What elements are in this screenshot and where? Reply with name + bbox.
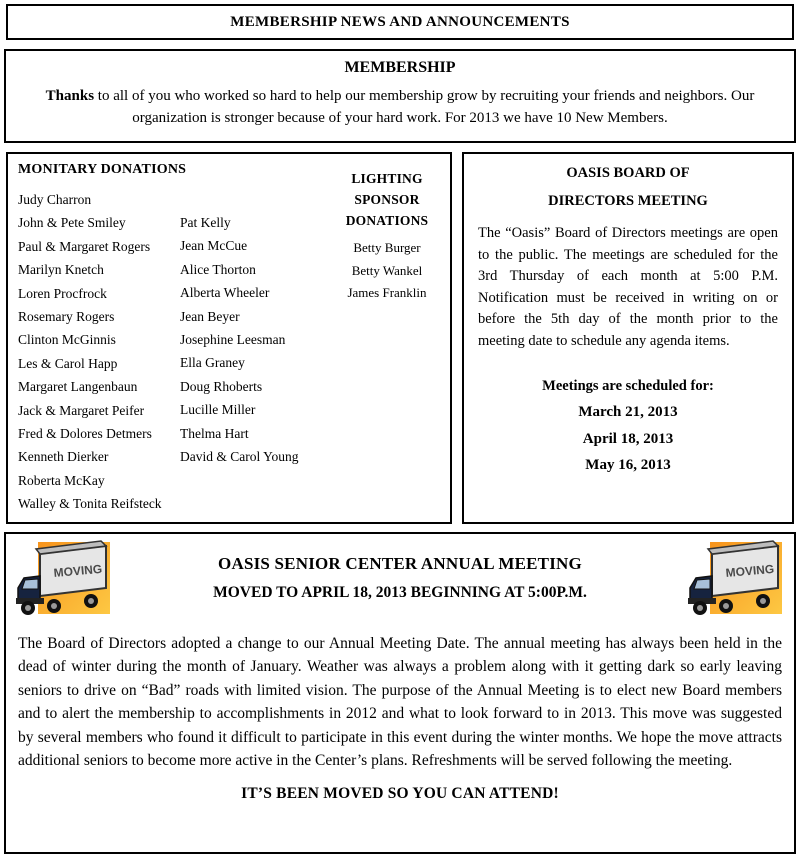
donor-name: Thelma Hart bbox=[180, 425, 249, 441]
donor-name: Ella Graney bbox=[180, 355, 245, 371]
donor-name: Walley & Tonita Reifsteck bbox=[18, 496, 162, 512]
annual-meeting-footer: IT’S BEEN MOVED SO YOU CAN ATTEND! bbox=[241, 785, 559, 803]
donor-name: David & Carol Young bbox=[180, 449, 299, 465]
donor-name: Jean Beyer bbox=[180, 308, 240, 324]
donor-name: John & Pete Smiley bbox=[18, 215, 126, 231]
annual-meeting-subtitle: MOVED TO APRIL 18, 2013 BEGINNING AT 5:00P.M. bbox=[213, 584, 587, 601]
donor-column-2 bbox=[180, 211, 332, 516]
lighting-sponsor-column bbox=[332, 168, 442, 516]
lighting-donor-name: James Franklin bbox=[347, 285, 427, 300]
donor-columns bbox=[18, 171, 442, 516]
membership-section bbox=[4, 49, 796, 143]
donor-name: Doug Rhoberts bbox=[180, 378, 263, 394]
membership-heading: MEMBERSHIP bbox=[344, 59, 456, 76]
board-heading-line2: DIRECTORS MEETING bbox=[548, 193, 708, 209]
donor-name: Les & Carol Happ bbox=[18, 355, 118, 371]
donor-name: Pat Kelly bbox=[180, 215, 231, 230]
news-banner bbox=[6, 4, 794, 40]
annual-meeting-header bbox=[6, 534, 794, 624]
donor-name: Judy Charron bbox=[18, 192, 92, 207]
donor-name: Marilyn Knetch bbox=[18, 262, 104, 278]
meeting-date: April 18, 2013 bbox=[582, 430, 674, 447]
membership-body-text: to all of you who worked so hard to help our membership grow by recruiting your friends and neighbors. Our organization is stronger because of your hard work. For 2013 we have 10 New Members. bbox=[94, 88, 755, 126]
schedule-dates bbox=[478, 399, 778, 479]
donor-name: Clinton McGinnis bbox=[18, 332, 116, 348]
donor-name: Jean McCue bbox=[180, 238, 248, 254]
lighting-donor-name: Betty Wankel bbox=[351, 262, 423, 278]
middle-row bbox=[6, 152, 794, 524]
moving-truck-label: MOVING bbox=[53, 561, 103, 580]
donor-name: Lucille Miller bbox=[180, 402, 256, 418]
annual-meeting-titles bbox=[114, 540, 686, 602]
moving-truck-image-right bbox=[686, 540, 786, 624]
membership-paragraph bbox=[20, 85, 780, 129]
monetary-donations-heading: MONITARY DONATIONS bbox=[18, 162, 187, 177]
lighting-heading-line: DONATIONS bbox=[345, 213, 429, 228]
board-meeting-paragraph: The “Oasis” Board of Directors meetings are open to the public. The meetings are scheduled for the 3rd Thursday of each month at 5:00 P.M. Notification must be received in writing on or before the 5th day of the month prior to the meeting date to schedule any agenda items. bbox=[478, 225, 778, 349]
board-meeting-section bbox=[462, 152, 794, 524]
annual-meeting-paragraph: The Board of Directors adopted a change to our Annual Meeting Date. The annual meeting has always been held in the dead of winter during the month of January. Weather was always a problem along with it getting dark so early leaving seniors to drive on “Bad” roads with limited vision. The purpose of the Annual Meeting is to elect new Board members and to alert the membership to accomplishments in 2012 and what to look forward to in 2013. This move was suggested by several members who found it difficult to participate in this event during the winter months. We hope the move attracts additional seniors to become more active in the Center’s plans. Refreshments will be served following the meeting. bbox=[18, 635, 782, 770]
meeting-date: March 21, 2013 bbox=[578, 404, 678, 420]
annual-meeting-section bbox=[4, 532, 796, 854]
moving-truck-icon bbox=[686, 540, 786, 624]
lighting-donor-name: Betty Burger bbox=[353, 240, 421, 255]
moving-truck-icon bbox=[14, 540, 114, 624]
lighting-heading-line: LIGHTING bbox=[351, 171, 423, 186]
board-heading-line1: OASIS BOARD OF bbox=[566, 165, 690, 181]
membership-thanks-word: Thanks bbox=[45, 88, 95, 104]
donor-name: Josephine Leesman bbox=[180, 332, 286, 348]
moving-truck-image-left bbox=[14, 540, 114, 624]
annual-meeting-title: OASIS SENIOR CENTER ANNUAL MEETING bbox=[218, 554, 582, 573]
schedule-heading: Meetings are scheduled for: bbox=[542, 378, 714, 394]
donor-name: Alice Thorton bbox=[180, 261, 256, 277]
donor-name: Margaret Langenbaun bbox=[18, 379, 138, 395]
donor-name: Fred & Dolores Detmers bbox=[18, 426, 152, 442]
lighting-sponsor-names bbox=[332, 237, 442, 305]
lighting-heading-line: SPONSOR bbox=[354, 192, 420, 207]
donor-name: Paul & Margaret Rogers bbox=[18, 238, 151, 254]
donor-name: Rosemary Rogers bbox=[18, 309, 115, 325]
lighting-sponsor-heading bbox=[332, 168, 442, 231]
donor-name: Alberta Wheeler bbox=[180, 285, 270, 301]
moving-truck-label: MOVING bbox=[725, 561, 775, 580]
donor-name: Roberta McKay bbox=[18, 472, 105, 488]
donor-name: Jack & Margaret Peifer bbox=[18, 402, 145, 418]
meeting-date: May 16, 2013 bbox=[585, 457, 671, 473]
monetary-donations-section bbox=[6, 152, 452, 524]
page-title: MEMBERSHIP NEWS AND ANNOUNCEMENTS bbox=[230, 14, 570, 30]
donor-name: Kenneth Dierker bbox=[18, 449, 109, 465]
donor-column-1 bbox=[18, 188, 180, 516]
donor-name: Loren Procfrock bbox=[18, 285, 107, 301]
